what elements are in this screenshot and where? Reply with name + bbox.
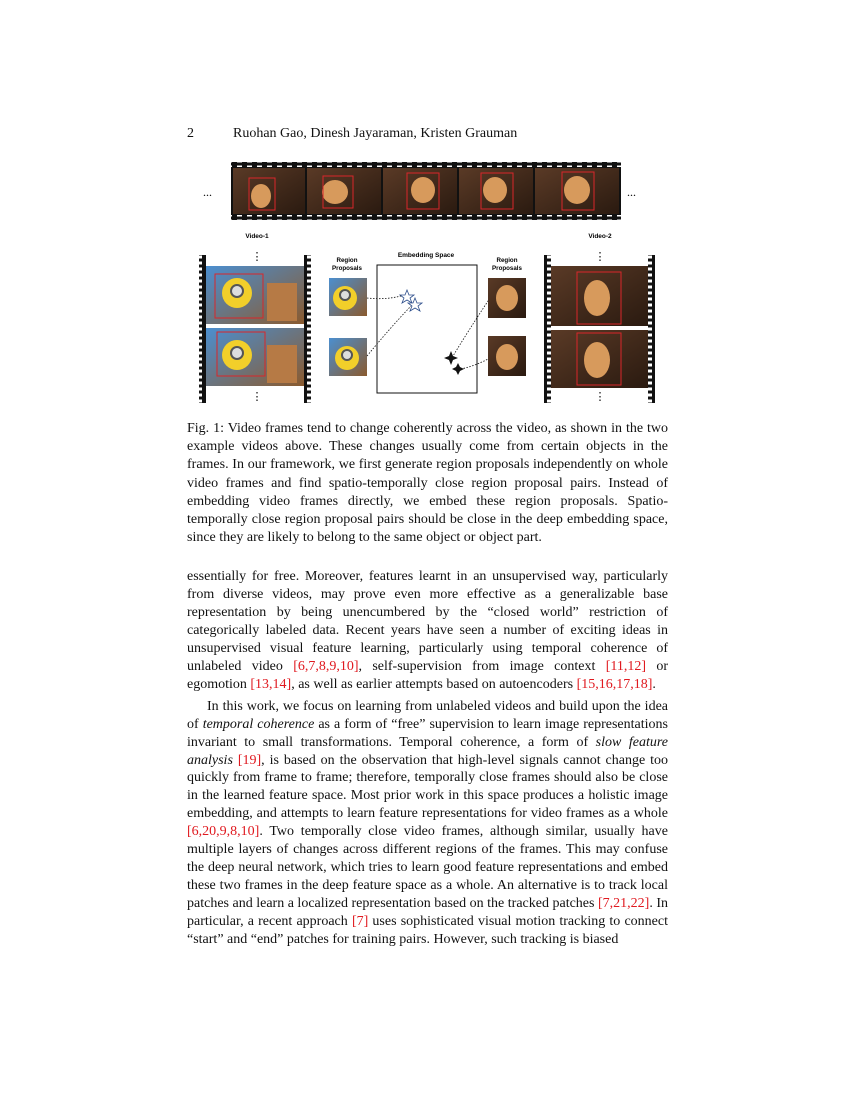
p2-text-5: . Two temporally close video frames, although similar, usually have multiple layers of changes across different regions of the frames. This may confuse the deep neural network, which tries to learn good feature representations and embed these two frames in the deep feature space as a whole. An alternative is to track local patches and learn a localized representation based on the tracked patches	[187, 824, 668, 912]
right-proposals	[488, 278, 526, 376]
embedding-space-box	[377, 265, 477, 393]
caption-text: Video frames tend to change coherently across the video, as shown in the two example videos above. These changes usually come from certain objects in the frames. In our framework, we first generate region proposals independently on whole video frames and find spatio-temporally close region proposal pairs. Instead of embedding video frames directly, we embed these region proposals. Spatio-temporally close region proposal pairs should be close in the deep embedding space, since they are likely to belong to the same object or object part.	[187, 421, 668, 546]
emphasis-temporal-coherence: temporal coherence	[202, 716, 315, 732]
figure-illustration	[195, 158, 655, 413]
citation-link[interactable]: [19]	[237, 752, 262, 768]
embedding-space-label: Embedding Space	[397, 252, 455, 259]
p1-text-2: , self-supervision from image context	[358, 658, 606, 674]
citation-link[interactable]: [6,20,9,8,10]	[187, 824, 260, 840]
citation-link[interactable]: [7,21,22]	[597, 896, 650, 912]
p2-text-2: as a form of “free” supervision to learn image representations invariant to small transformations. Temporal coherence, a form of	[187, 716, 668, 750]
p1-text-4: , as well as earlier attempts based on autoencoders	[291, 676, 577, 692]
paragraph-1	[187, 568, 668, 694]
video1-bottom-dots: ⋮	[251, 391, 263, 403]
left-ellipsis: ...	[203, 185, 212, 199]
p2-text-7: uses sophisticated visual motion tracking to connect “start” and “end” patches for training pairs. However, such tracking is biased	[187, 914, 668, 948]
figure-1	[195, 158, 655, 413]
citation-link[interactable]: [11,12]	[605, 658, 647, 674]
region-proposals-label-right: Region Proposals	[492, 257, 522, 272]
p1-text-5: .	[652, 676, 656, 692]
citation-link[interactable]: [7]	[351, 914, 369, 930]
left-proposals	[329, 278, 367, 376]
p1-text-3: or egomotion	[187, 658, 669, 692]
video1-film-strip	[199, 251, 311, 403]
video2-label: Video-2	[588, 233, 612, 240]
body-text	[187, 568, 668, 949]
citation-link[interactable]: [15,16,17,18]	[576, 676, 653, 692]
video2-film-strip	[544, 251, 655, 403]
author-list: Ruohan Gao, Dinesh Jayaraman, Kristen Grauman	[233, 126, 518, 141]
caption-label: Fig. 1:	[187, 421, 225, 436]
p2-text-4: , is based on the observation that high-level signals cannot change too quickly from frame to frame; therefore, temporally close frames should also be close in the learned feature space. Most prior work in this space produces a holistic image embedding, and attempts to learn feature representations for video frames as a whole	[187, 752, 669, 822]
video1-top-dots: ⋮	[251, 251, 263, 263]
citation-link[interactable]: [13,14]	[250, 676, 292, 692]
video1-label: Video-1	[245, 233, 269, 240]
p2-text-1: In this work, we focus on learning from unlabeled videos and build upon the idea of	[187, 698, 668, 732]
paragraph-2	[187, 698, 668, 949]
video2-bottom-dots: ⋮	[594, 391, 606, 403]
figure-caption	[187, 420, 668, 547]
emphasis-slow-feature-analysis: slow feature analysis	[187, 734, 668, 768]
citation-link[interactable]: [6,7,8,9,10]	[293, 658, 359, 674]
p1-text-1: essentially for free. Moreover, features learnt in an unsupervised way, particularly from diverse videos, may prove even more effective as a generalizable base representation by being unencumbered by the “closed world” restriction of categorically labeled data. Recent years have seen a number of exciting ideas in unsupervised visual feature learning, particularly using temporal coherence of unlabeled video	[187, 569, 668, 674]
p2-text-6: . In particular, a recent approach	[187, 896, 668, 930]
right-ellipsis: ...	[627, 185, 636, 199]
region-proposals-label-left: Region Proposals	[332, 257, 362, 272]
running-header	[187, 126, 667, 142]
page-number: 2	[187, 126, 194, 141]
top-film-strip	[231, 162, 621, 220]
video2-top-dots: ⋮	[594, 251, 606, 263]
